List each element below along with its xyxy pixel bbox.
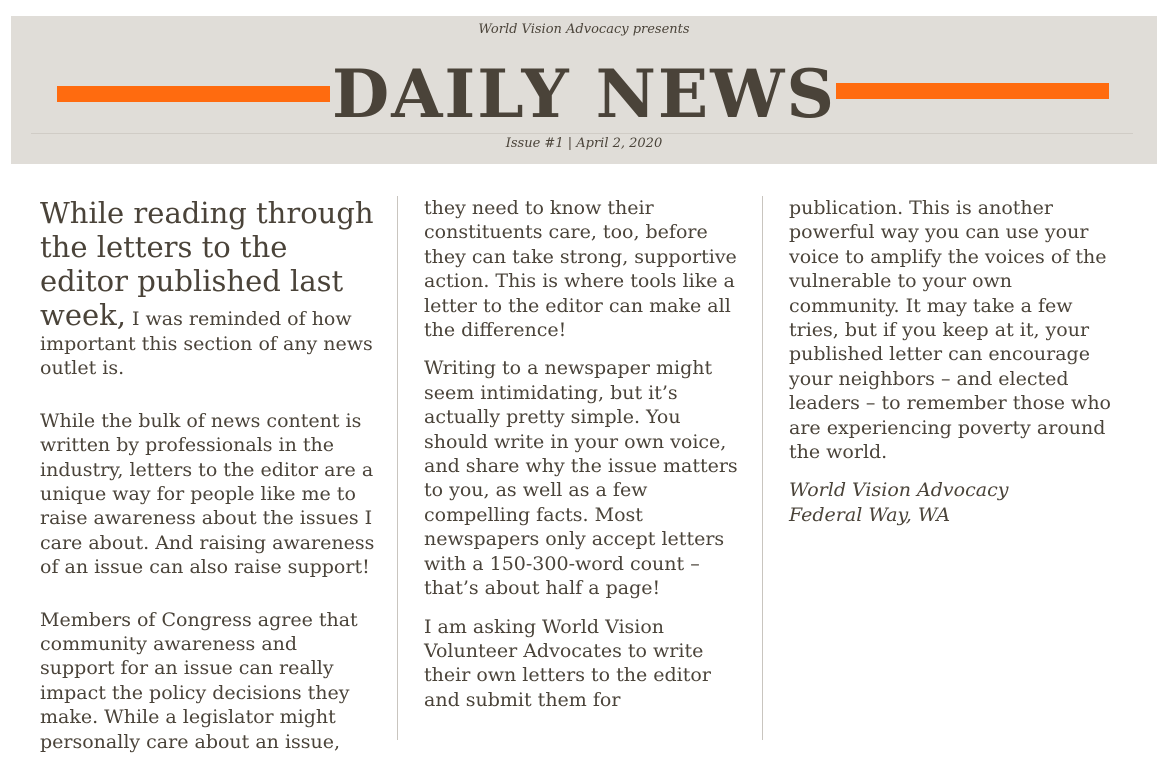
column-separator-1 (397, 196, 398, 740)
article-column-3 (789, 196, 1124, 541)
signature (789, 478, 1124, 527)
paragraph-7: publication. This is another powerful way you can use your voice to amplify the voices of the vulnerable to your own community. It may take a few tries, but if you keep at it, your published letter can encourage your neighbors – and elected leaders – to remember those who are experiencing poverty around the world. (789, 197, 1111, 464)
column-separator-2 (762, 196, 763, 740)
issue-line: Issue #1 | April 2, 2020 (505, 136, 663, 151)
masthead-rule-left (57, 86, 330, 102)
paragraph-6: I am asking World Vision Volunteer Advocates to write their own letters to the editor and submit them for (424, 615, 711, 711)
masthead-rule-right (836, 83, 1109, 99)
lead-paragraph (40, 196, 375, 381)
masthead-divider (31, 133, 1133, 134)
paragraph-3: Members of Congress agree that community awareness and support for an issue can really impact the policy decisions they make. While a legislator might personally care about an issue, (40, 608, 358, 753)
presents-line: World Vision Advocacy presents (478, 22, 690, 37)
lead-rest-text: I was reminded of how important this section of any news outlet is. (40, 308, 373, 380)
masthead (11, 16, 1157, 164)
paragraph-5: Writing to a newspaper might seem intimidating, but it’s actually pretty simple. You should write in your own voice, and share why the issue matters to you, as well as a few compelling facts. Most newspapers only accept letters with a 150-300-word count – that’s about half a page! (424, 357, 738, 600)
newspaper-title: DAILY NEWS (331, 55, 836, 133)
signature-org: World Vision Advocacy (789, 479, 1009, 502)
signature-place: Federal Way, WA (789, 503, 951, 526)
paragraph-2: While the bulk of news content is written by professionals in the industry, letters to the editor are a unique way for people like me to raise awareness about the issues I care about. And raising awareness of an issue can also raise support! (40, 409, 375, 579)
article-column-2 (424, 196, 744, 726)
paragraph-4: they need to know their constituents care, too, before they can take strong, supportive action. This is where tools like a letter to the editor can make all the difference! (424, 197, 737, 342)
lead-text: While reading through the letters to the editor published last week, (40, 196, 374, 332)
article-column-1 (40, 196, 375, 768)
